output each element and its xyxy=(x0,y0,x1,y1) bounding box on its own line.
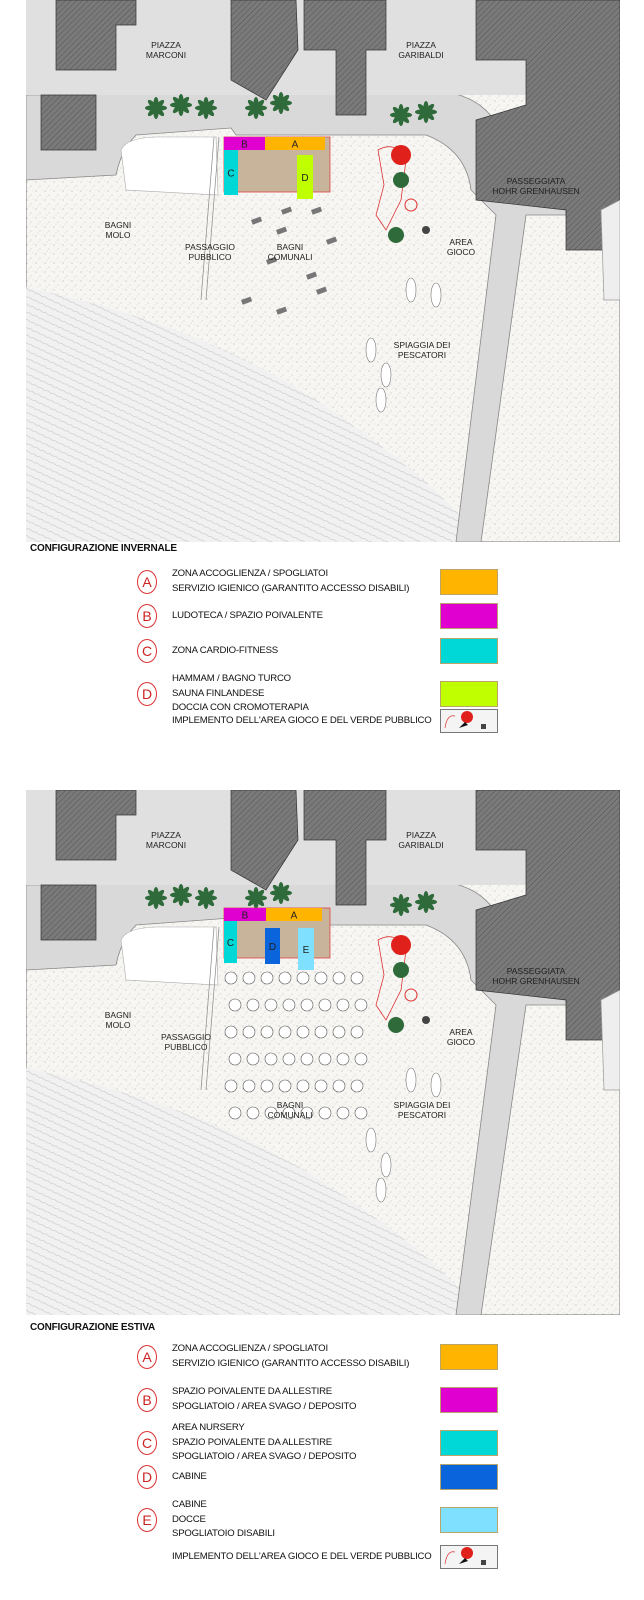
map-label-area-gioco: AREA GIOCO xyxy=(446,1027,476,1047)
legend-badge: C xyxy=(137,1431,157,1455)
legend-badge: D xyxy=(137,1465,157,1489)
umbrella-icon xyxy=(355,1107,367,1119)
umbrella-icon xyxy=(247,1053,259,1065)
map-label-bagni-molo: BAGNI MOLO xyxy=(104,1010,132,1030)
legend-text: ZONA CARDIO-FITNESS xyxy=(172,645,279,656)
legend-badge: E xyxy=(137,1508,157,1532)
winter-config-title: CONFIGURAZIONE INVERNALE xyxy=(30,543,177,554)
map-label-passaggio: PASSAGGIO PUBBLICO xyxy=(161,1032,211,1052)
umbrella-icon xyxy=(351,1026,363,1038)
map-label-piazza-garibaldi: PIAZZA GARIBALDI xyxy=(398,830,444,850)
svg-text:E: E xyxy=(302,945,310,956)
palm-tree-icon xyxy=(170,884,192,906)
zone-d xyxy=(265,928,280,964)
zone-b xyxy=(224,137,265,151)
boat-icon xyxy=(431,1073,441,1097)
legend-badge: A xyxy=(137,570,157,594)
boat-icon xyxy=(366,1128,376,1152)
map-label-passaggio: PASSAGGIO PUBBLICO xyxy=(185,242,235,262)
palm-tree-icon xyxy=(170,94,192,116)
legend-text: CABINE xyxy=(172,1471,207,1482)
umbrella-icon xyxy=(247,1107,259,1119)
umbrella-icon xyxy=(283,1053,295,1065)
palm-tree-icon xyxy=(145,887,167,909)
legend-badge: A xyxy=(137,1345,157,1369)
umbrella-icon xyxy=(279,1080,291,1092)
umbrella-icon xyxy=(297,1026,309,1038)
svg-text:D: D xyxy=(268,942,277,953)
umbrella-icon xyxy=(315,1026,327,1038)
umbrella-icon xyxy=(337,1107,349,1119)
umbrella-icon xyxy=(279,972,291,984)
palm-tree-icon xyxy=(390,104,412,126)
winter-site-plan xyxy=(26,0,620,542)
svg-text:C: C xyxy=(226,938,235,949)
umbrella-icon xyxy=(319,1053,331,1065)
legend-text: CABINE DOCCE SPOGLIATOIO DISABILI xyxy=(172,1499,275,1539)
map-label-bagni-molo: BAGNI MOLO xyxy=(104,220,132,240)
umbrella-icon xyxy=(261,972,273,984)
map-label-bagni-comunali: BAGNI COMUNALI xyxy=(267,1100,313,1120)
umbrella-icon xyxy=(319,1107,331,1119)
play-equipment-icon xyxy=(391,935,411,955)
umbrella-icon xyxy=(243,972,255,984)
summer-site-plan xyxy=(26,790,620,1315)
umbrella-icon xyxy=(265,999,277,1011)
umbrella-icon xyxy=(315,972,327,984)
umbrella-icon xyxy=(319,999,331,1011)
umbrella-icon xyxy=(225,972,237,984)
umbrella-icon xyxy=(243,1080,255,1092)
umbrella-icon xyxy=(333,1026,345,1038)
legend-badge: D xyxy=(137,682,157,706)
umbrella-icon xyxy=(333,1080,345,1092)
umbrella-icon xyxy=(355,999,367,1011)
parking-area xyxy=(121,927,218,985)
zone-a xyxy=(265,137,325,151)
svg-text:A: A xyxy=(290,910,298,922)
palm-tree-icon xyxy=(415,891,437,913)
umbrella-icon xyxy=(225,1026,237,1038)
umbrella-icon xyxy=(337,999,349,1011)
boat-icon xyxy=(381,1153,391,1177)
legend-color-swatch xyxy=(440,1464,498,1490)
summer-config-title: CONFIGURAZIONE ESTIVA xyxy=(30,1322,156,1333)
legend-color-swatch xyxy=(440,638,498,664)
boat-icon xyxy=(406,1068,416,1092)
zone-a xyxy=(266,908,322,922)
umbrella-icon xyxy=(301,999,313,1011)
svg-text:A: A xyxy=(291,139,299,151)
umbrella-icon xyxy=(297,1080,309,1092)
map-label-spiaggia: SPIAGGIA DEI PESCATORI xyxy=(393,1100,451,1120)
legend-text: HAMMAM / BAGNO TURCO SAUNA FINLANDESE DOCCIA CON CROMOTERAPIA xyxy=(172,673,309,713)
legend-color-swatch xyxy=(440,603,498,629)
zone-b xyxy=(224,908,266,922)
legend-text: SPAZIO POIVALENTE DA ALLESTIRE SPOGLIATOIO / AREA SVAGO / DEPOSITO xyxy=(172,1386,357,1412)
umbrella-icon xyxy=(225,1080,237,1092)
umbrella-icon xyxy=(279,1026,291,1038)
palm-tree-icon xyxy=(390,894,412,916)
legend-text: ZONA ACCOGLIENZA / SPOGLIATOI SERVIZIO IGIENICO (GARANTITO ACCESSO DISABILI) xyxy=(172,568,410,594)
umbrella-icon xyxy=(229,999,241,1011)
umbrella-icon xyxy=(265,1053,277,1065)
map-label-spiaggia: SPIAGGIA DEI PESCATORI xyxy=(393,340,451,360)
palm-tree-icon xyxy=(245,97,267,119)
umbrella-icon xyxy=(333,972,345,984)
legend-color-swatch xyxy=(440,1430,498,1456)
legend-badge: C xyxy=(137,639,157,663)
legend-text: AREA NURSERY SPAZIO POIVALENTE DA ALLESTIRE SPOGLIATOIO / AREA SVAGO / DEPOSITO xyxy=(172,1422,357,1462)
umbrella-icon xyxy=(351,972,363,984)
zone-d xyxy=(297,155,313,199)
umbrella-icon xyxy=(261,1080,273,1092)
palm-tree-icon xyxy=(415,101,437,123)
boat-icon xyxy=(381,363,391,387)
palm-tree-icon xyxy=(145,97,167,119)
map-label-bagni-comunali: BAGNI COMUNALI xyxy=(267,242,313,262)
umbrella-icon xyxy=(283,999,295,1011)
legend-badge: B xyxy=(137,604,157,628)
legend-text: ZONA ACCOGLIENZA / SPOGLIATOI SERVIZIO IGIENICO (GARANTITO ACCESSO DISABILI) xyxy=(172,1343,410,1369)
boat-icon xyxy=(376,388,386,412)
map-label-piazza-marconi: PIAZZA MARCONI xyxy=(145,40,187,60)
legend-badge: B xyxy=(137,1388,157,1412)
svg-text:B: B xyxy=(241,910,249,922)
legend-color-swatch xyxy=(440,1344,498,1370)
play-area-symbol-icon xyxy=(440,1545,498,1569)
zone-c xyxy=(224,921,237,963)
umbrella-icon xyxy=(351,1080,363,1092)
svg-text:D: D xyxy=(301,173,309,184)
palm-tree-icon xyxy=(245,887,267,909)
boat-icon xyxy=(406,278,416,302)
palm-tree-icon xyxy=(195,887,217,909)
umbrella-icon xyxy=(229,1107,241,1119)
umbrella-icon xyxy=(243,1026,255,1038)
umbrella-icon xyxy=(229,1053,241,1065)
umbrella-icon xyxy=(297,972,309,984)
umbrella-icon xyxy=(337,1053,349,1065)
legend-color-swatch xyxy=(440,569,498,595)
boat-icon xyxy=(366,338,376,362)
legend-color-swatch xyxy=(440,1387,498,1413)
palm-tree-icon xyxy=(270,92,292,114)
svg-text:B: B xyxy=(241,139,248,151)
legend-color-swatch xyxy=(440,681,498,707)
legend-text: LUDOTECA / SPAZIO POIVALENTE xyxy=(172,610,323,621)
palm-tree-icon xyxy=(270,882,292,904)
umbrella-icon xyxy=(261,1026,273,1038)
boat-icon xyxy=(431,283,441,307)
legend-text: IMPLEMENTO DELL'AREA GIOCO E DEL VERDE PUBBLICO xyxy=(172,715,432,726)
legend-text: IMPLEMENTO DELL'AREA GIOCO E DEL VERDE PUBBLICO xyxy=(172,1551,432,1562)
map-label-piazza-marconi: PIAZZA MARCONI xyxy=(145,830,187,850)
play-equipment-icon xyxy=(391,145,411,165)
umbrella-icon xyxy=(247,999,259,1011)
map-label-piazza-garibaldi: PIAZZA GARIBALDI xyxy=(398,40,444,60)
play-area-symbol-icon xyxy=(440,709,498,733)
boat-icon xyxy=(376,1178,386,1202)
umbrella-icon xyxy=(355,1053,367,1065)
svg-text:C: C xyxy=(227,168,235,180)
palm-tree-icon xyxy=(195,97,217,119)
zone-e xyxy=(298,928,314,970)
parking-area xyxy=(121,137,218,195)
map-label-passeggiata: PASSEGGIATA HOHR GRENHAUSEN xyxy=(492,176,580,196)
map-label-area-gioco: AREA GIOCO xyxy=(446,237,476,257)
legend-color-swatch xyxy=(440,1507,498,1533)
map-label-passeggiata: PASSEGGIATA HOHR GRENHAUSEN xyxy=(492,966,580,986)
zone-c xyxy=(224,150,238,195)
umbrella-icon xyxy=(301,1053,313,1065)
umbrella-icon xyxy=(315,1080,327,1092)
